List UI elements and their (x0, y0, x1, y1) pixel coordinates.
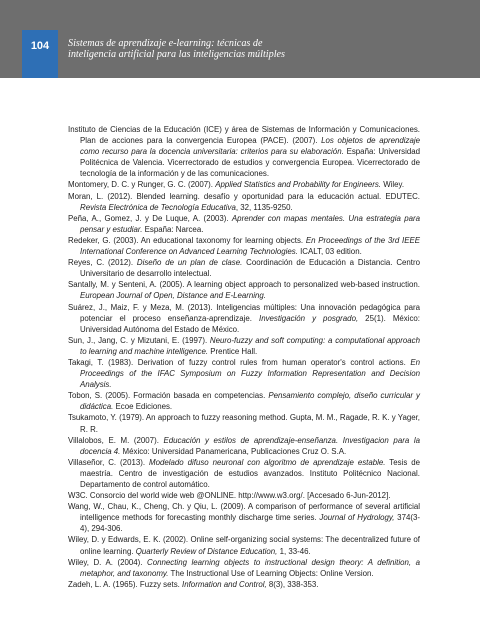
reference-text: Tobon, S. (2005). Formación basada en competencias. (68, 391, 269, 401)
reference-text: Wang, W., Chau, K., Cheng, Ch. y Qiu, L. (2009). A comparison of performance of several artificial intelligence methods for forecasting monthly discharge time series. (68, 502, 420, 523)
reference-italic-text: Revista Electrónica de Tecnología Educativa (80, 202, 236, 212)
reference-text: Wiley, D. A. (2004). (68, 557, 148, 567)
reference-text: España: Universidad Politécnica de Valencia. Vicerrectorado de estudios y convergencia Europea. Vicerrectorado de tecnología de la información y de las comunicaciones. (80, 147, 420, 179)
reference-entry (68, 534, 420, 556)
reference-text: Takagi, T. (1983). Derivation of fuzzy control rules from human operator's control actions. (68, 357, 411, 367)
reference-text: Ecoe Ediciones. (113, 402, 173, 412)
reference-entry (68, 302, 420, 335)
reference-entry (68, 435, 420, 457)
reference-text: 25(1). México: Universidad Autónoma del Estado de México. (80, 313, 421, 334)
reference-italic-text: En Proceedings of the 3rd IEEE International Conference on Advanced Learning Technologies. (80, 235, 420, 257)
reference-italic-text: European Journal of Open, Distance and E-Learning. (80, 291, 266, 301)
reference-text: Santally, M. y Senteni, A. (2005). A learning object approach to personalized web-based instruction. (68, 280, 420, 290)
reference-entry (68, 257, 420, 279)
reference-entry (68, 179, 420, 190)
reference-text: España: Narcea. (142, 224, 204, 234)
reference-entry (68, 579, 420, 590)
reference-text: 374(3-4), 294-306. (80, 513, 420, 534)
reference-italic-text: Aprender con mapas mentales. Una estrategia para pensar y estudiar. (80, 213, 421, 234)
reference-italic-text: Educación y estilos de aprendizaje-enseñanza. Investigacion para la docencia 4. (80, 435, 420, 456)
reference-italic-text: Pensamiento complejo, diseño curricular y didáctica. (80, 391, 420, 412)
reference-entry (68, 213, 420, 235)
reference-text: Montomery, D. C. y Runger, G. C. (2007). (68, 180, 216, 190)
page-number: 104 (30, 40, 50, 52)
reference-text: W3C. Consorcio del world wide web @ONLINE. http://www.w3.org/. [Accesado 6-Jun-2012]. (68, 491, 391, 501)
reference-entry (68, 124, 420, 179)
reference-entry (68, 235, 420, 257)
reference-italic-text: Connecting learning objects to instructional design theory: A definition, a metaphor, and taxonomy. (80, 557, 420, 578)
reference-list (68, 124, 420, 590)
reference-text: Instituto de Ciencias de la Educación (ICE) y área de Sistemas de Información y Comunicaciones. Plan de acciones para la convergencia Europea (PACE). (2007). (68, 125, 420, 146)
reference-text: , 32, 1135-9250. (235, 202, 293, 212)
reference-entry (68, 557, 420, 579)
reference-entry (68, 357, 420, 390)
reference-text: Prentice Hall. (208, 346, 258, 356)
reference-text: Villalobos, E. M. (2007). (68, 435, 164, 445)
reference-italic-text: Diseño de un plan de clase. (136, 258, 243, 268)
reference-italic-text: Investigación y posgrado, (259, 313, 359, 323)
reference-italic-text: En Proceedings of the IFAC Symposium on Fuzzy Information Representation and Decision Analysis. (80, 357, 420, 390)
reference-entry (68, 279, 420, 301)
reference-italic-text: Neuro-fuzzy and soft computing: a computational approach to learning and machine intelligence. (80, 335, 420, 356)
reference-italic-text: Information and Control, (182, 579, 267, 589)
reference-text: 1, 33-46. (277, 546, 311, 556)
running-title-line-1: Sistemas de aprendizaje e-learning: técnicas de (68, 38, 263, 49)
reference-italic-text: Journal of Hydrology, (319, 513, 395, 523)
reference-text: Villaseñor, C. (2013). (68, 457, 150, 467)
reference-text: ICALT, 03 edition. (297, 247, 362, 257)
reference-text: Redeker, G. (2003). An educational taxonomy for learning objects. (68, 235, 306, 245)
reference-italic-text: Applied Statistics and Probability for Engineers. (215, 180, 381, 190)
reference-italic-text: Los objetos de aprendizaje como recurso para la docencia universitaria: criterios para su elaboración. (80, 136, 420, 157)
reference-text: Wiley, D. y Edwards, E. K. (2002). Online self-organizing social systems: The decentralized future of online learning. (68, 535, 420, 556)
reference-text: Zadeh, L. A. (1965). Fuzzy sets. (68, 579, 183, 589)
running-title (68, 38, 428, 60)
reference-text: Reyes, C. (2012). (68, 258, 137, 268)
reference-entry (68, 490, 420, 501)
reference-text: Tsukamoto, Y. (1979). An approach to fuzzy reasoning method. Gupta, M. M., Ragade, R. K. y Yager, R. R. (68, 413, 420, 434)
reference-entry (68, 501, 420, 534)
reference-text: Moran, L. (2012). Blended learning. desafío y oportunidad para la educación actual. EDUTEC. (68, 191, 420, 201)
reference-entry (68, 412, 420, 434)
reference-italic-text: Modelado difuso neuronal con algoritmo de aprendizaje estable. (149, 457, 386, 467)
page-number-tab (22, 30, 58, 78)
reference-entry (68, 457, 420, 490)
reference-text: Suárez, J., Maiz, F. y Meza, M. (2013). Inteligencias múltiples: Una innovación pedagógica para potenciar el proceso enseñanza-aprendizaje. (68, 302, 420, 323)
reference-entry (68, 191, 420, 213)
reference-text: México: Universidad Panamericana, Publicaciones Cruz O. S.A. (120, 446, 347, 456)
reference-italic-text: Quarterly Review of Distance Education, (135, 546, 278, 556)
reference-text: Peña, A., Gomez, J. y De Luque, A. (2003). (68, 213, 232, 223)
reference-text: Tesis de maestría. Centro de investigación de estudios avanzados. Instituto Politécnico Nacional. Departamento de control automático. (80, 457, 421, 489)
reference-text: Sun, J., Jang, C. y Mizutani, E. (1997). (68, 335, 210, 345)
reference-entry (68, 335, 420, 357)
reference-text: Coordinación de Educación a Distancia. Centro Universitario de desarrollo intelectual. (80, 258, 420, 279)
reference-entry (68, 390, 420, 412)
reference-text: The Instructional Use of Learning Objects: Online Version. (168, 568, 374, 578)
running-title-line-2: inteligencia artificial para las inteligencias múltiples (68, 49, 286, 60)
reference-text: Wiley. (381, 180, 405, 190)
reference-text: 8(3), 338-353. (266, 579, 319, 589)
